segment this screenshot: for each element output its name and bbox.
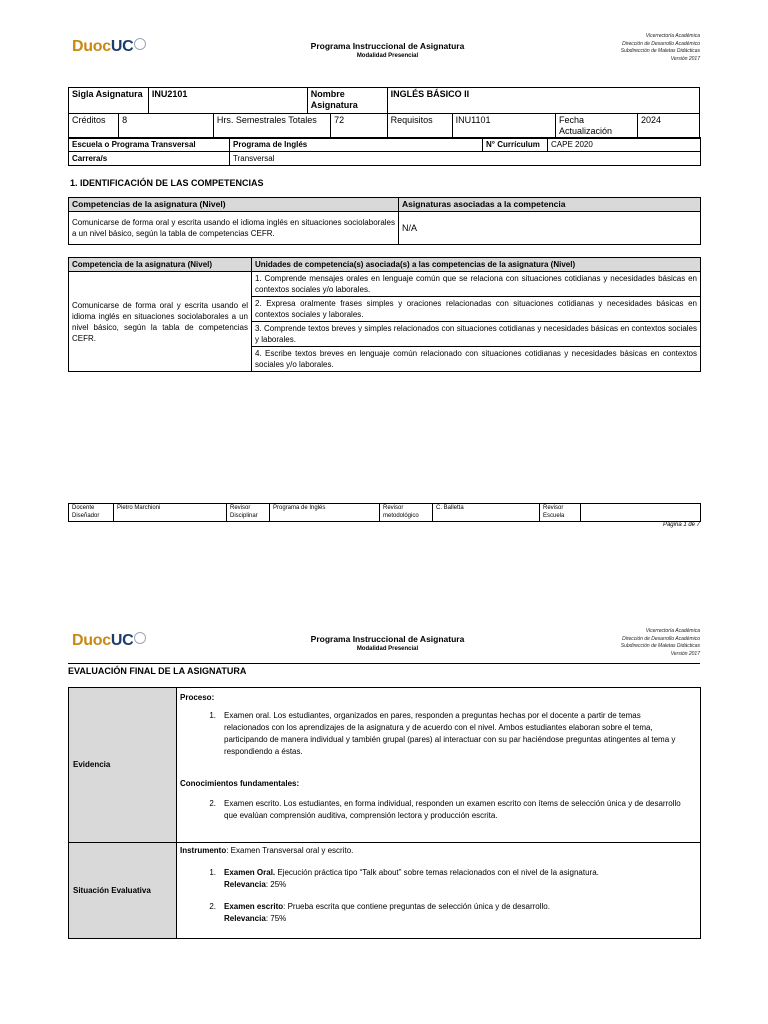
revisor-disciplinar-label: Revisor Disciplinar bbox=[227, 504, 270, 522]
revisor-metodologico-label: Revisor metodológico bbox=[380, 504, 433, 522]
document-subtitle-page2: Modalidad Presencial bbox=[356, 646, 419, 652]
unidades-header: Unidades de competencia(s) asociada(s) a las competencias de la asignatura (Nivel) bbox=[252, 258, 701, 272]
proceso-item: 1. Examen oral. Los estudiantes, organizados en pares, responden a preguntas hechas por el docente a partir de temas relacionados con los aprendizajes de la asignatura y de acuerdo con el nivel. Ambos estudiantes elaboran sobre el tema, participando de manera individual y también grupal (pares) al interactuar con su par haciéndose preguntas atingentes al tema y respondiendo a éstas. bbox=[209, 711, 676, 756]
curriculum-value: CAPE 2020 bbox=[548, 138, 701, 152]
globe-icon bbox=[134, 38, 146, 50]
document-title-page2: Programa Instruccional de Asignatura bbox=[310, 634, 465, 644]
conocimientos-item: 2. Examen escrito. Los estudiantes, en forma individual, responden un examen escrito con ítems de selección única y de desarrollo que evalúan comprensión auditiva, comprensión lectora y producción escrita. bbox=[209, 799, 681, 820]
section-identificacion-heading: 1. IDENTIFICACIÓN DE LAS COMPETENCIAS bbox=[70, 178, 264, 188]
duoc-logo: DuocUC bbox=[72, 38, 146, 56]
asignaturas-asociadas-header: Asignaturas asociadas a la competencia bbox=[399, 198, 701, 212]
competencia-nivel-header: Competencia de la asignatura (Nivel) bbox=[69, 258, 252, 272]
nombre-label: Nombre Asignatura bbox=[307, 88, 387, 114]
hrs-label: Hrs. Semestrales Totales bbox=[213, 114, 330, 139]
sigla-label: Sigla Asignatura bbox=[69, 88, 149, 114]
conocimientos-label: Conocimientos fundamentales: bbox=[180, 779, 300, 788]
revisor-metodologico-value: C. Balletta bbox=[433, 504, 540, 522]
page-number: Página 1 de 7 bbox=[662, 522, 700, 528]
creditos-value: 8 bbox=[119, 114, 214, 139]
examen-oral-item: 1. Examen Oral. Ejecución práctica tipo “Talk about” sobre temas relacionados con el nivel de la asignatura. Relevancia: 25% bbox=[209, 868, 599, 889]
document-subtitle: Modalidad Presencial bbox=[356, 53, 419, 59]
competencia-text: Comunicarse de forma oral y escrita usando el idioma inglés en situaciones sociolaborales a un nivel básico, según la tabla de competencias CEFR. bbox=[69, 212, 399, 245]
revisor-escuela-value bbox=[581, 504, 701, 522]
instrumento-line: Instrumento: Examen Transversal oral y escrito. bbox=[180, 846, 354, 855]
competencias-header: Competencias de la asignatura (Nivel) bbox=[69, 198, 399, 212]
carrera-value: Transversal bbox=[230, 152, 701, 166]
situacion-evaluativa-label: Situación Evaluativa bbox=[69, 843, 177, 939]
escuela-value: Programa de Inglés bbox=[230, 138, 483, 152]
situacion-evaluativa-content bbox=[177, 843, 701, 939]
proceso-label: Proceso: bbox=[180, 693, 215, 702]
header-right-block: Vicerrectoría Académica Dirección de Desarrollo Académico Subdirección de Maletas Didácticas Versión 2017 bbox=[620, 33, 700, 62]
competencias-table bbox=[68, 197, 701, 245]
escuela-table bbox=[68, 137, 701, 166]
unidad-2: 2. Expresa oralmente frases simples y oraciones relacionadas con situaciones cotidianas y necesidades básicas en contextos sociales y laborales. bbox=[252, 297, 701, 322]
revisor-disciplinar-value: Programa de Inglés bbox=[270, 504, 380, 522]
unidad-3: 3. Comprende textos breves y simples relacionados con situaciones cotidianas y necesidades básicas en contextos sociales y laborales. bbox=[252, 322, 701, 347]
revisores-table bbox=[68, 503, 701, 522]
examen-escrito-item: 2. Examen escrito: Prueba escrita que contiene preguntas de selección única y de desarrollo. Relevancia: 75% bbox=[209, 902, 550, 923]
unidad-4: 4. Escribe textos breves en lenguaje común relacionado con situaciones cotidianas y necesidades básicas en contextos sociales y/o laborales. bbox=[252, 347, 701, 372]
carrera-label: Carrera/s bbox=[69, 152, 230, 166]
fecha-value: 2024 bbox=[638, 114, 700, 139]
duoc-logo-page2: DuocUC bbox=[72, 632, 146, 650]
revisor-escuela-label: Revisor Escuela bbox=[540, 504, 581, 522]
asignaturas-asociadas-value: N/A bbox=[399, 212, 701, 245]
document-title: Programa Instruccional de Asignatura bbox=[310, 41, 465, 51]
competencia-nivel-text: Comunicarse de forma oral y escrita usando el idioma inglés en situaciones sociolaborales a un nivel básico, según la tabla de competencias CEFR. bbox=[69, 272, 252, 372]
unidad-1: 1. Comprende mensajes orales en lenguaje común que se relaciona con situaciones cotidianas y necesidades básicas en contextos sociales y/o laborales. bbox=[252, 272, 701, 297]
docente-value: Pietro Marchioni bbox=[114, 504, 227, 522]
evidencia-content bbox=[177, 688, 701, 843]
escuela-label: Escuela o Programa Transversal bbox=[69, 138, 230, 152]
curriculum-label: N° Currículum bbox=[483, 138, 548, 152]
hrs-value: 72 bbox=[331, 114, 387, 139]
unidades-table bbox=[68, 257, 701, 372]
evaluacion-table bbox=[68, 687, 701, 939]
globe-icon bbox=[134, 632, 146, 644]
header-right-block-page2: Vicerrectoría Académica Dirección de Desarrollo Académico Subdirección de Maletas Didácticas Versión 2017 bbox=[620, 628, 700, 657]
docente-label: Docente Diseñador bbox=[69, 504, 114, 522]
header-divider bbox=[68, 663, 700, 664]
fecha-label: Fecha Actualización bbox=[555, 114, 637, 139]
requisitos-value: INU1101 bbox=[452, 114, 555, 139]
nombre-value: INGLÉS BÁSICO II bbox=[387, 88, 699, 114]
course-info-table bbox=[68, 87, 700, 139]
sigla-value: INU2101 bbox=[148, 88, 307, 114]
creditos-label: Créditos bbox=[69, 114, 119, 139]
evaluacion-final-heading: EVALUACIÓN FINAL DE LA ASIGNATURA bbox=[68, 666, 247, 676]
requisitos-label: Requisitos bbox=[387, 114, 452, 139]
evidencia-label: Evidencia bbox=[69, 688, 177, 843]
